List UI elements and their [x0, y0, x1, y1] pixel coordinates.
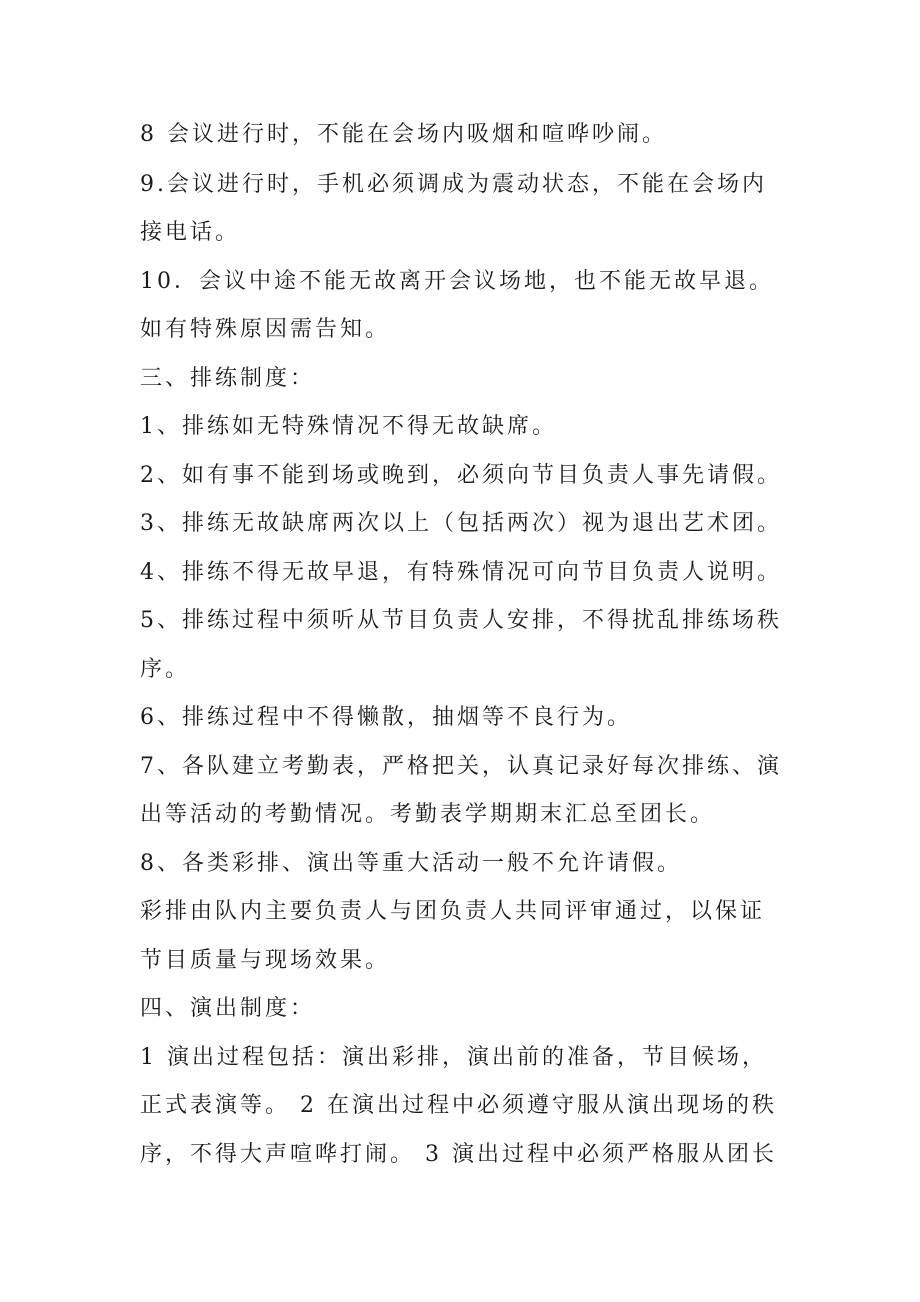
text-line: 4、排练不得无故早退，有特殊情况可向节目负责人说明。: [140, 560, 782, 585]
text-line: 8、各类彩排、演出等重大活动一般不允许请假。: [140, 851, 682, 876]
text-line: 序，不得大声喧哗打闹。 3 演出过程中必须严格服从团长: [140, 1142, 777, 1167]
section-heading: 四、演出制度：: [140, 996, 316, 1021]
text-line: 3、排练无故缺席两次以上（包括两次）视为退出艺术团。: [140, 511, 782, 536]
section-heading: 三、排练制度：: [140, 366, 316, 391]
text-line: 节目质量与现场效果。: [140, 948, 391, 973]
text-line: 8 会议进行时，不能在会场内吸烟和喧哗吵闹。: [140, 122, 667, 147]
text-line: 出等活动的考勤情况。考勤表学期期末汇总至团长。: [140, 802, 716, 827]
text-line: 1、排练如无特殊情况不得无故缺席。: [140, 414, 557, 439]
text-line: 接电话。: [140, 220, 241, 245]
text-line: 1 演出过程包括：演出彩排，演出前的准备，节目候场，: [140, 1045, 767, 1070]
text-line: 7、各队建立考勤表，严格把关，认真记录好每次排练、演: [140, 754, 782, 779]
text-line: 2、如有事不能到场或晚到，必须向节目负责人事先请假。: [140, 463, 782, 488]
text-line: 序。: [140, 657, 191, 682]
text-line: 10．会议中途不能无故离开会议场地，也不能无故早退。: [140, 269, 774, 294]
text-line: 彩排由队内主要负责人与团负责人共同评审通过，以保证: [140, 899, 766, 924]
text-line: 9.会议进行时，手机必须调成为震动状态，不能在会场内: [140, 172, 767, 197]
text-line: 6、排练过程中不得懒散，抽烟等不良行为。: [140, 705, 632, 730]
text-line: 如有特殊原因需告知。: [140, 317, 391, 342]
text-line: 5、排练过程中须听从节目负责人安排，不得扰乱排练场秩: [140, 608, 782, 633]
text-line: 正式表演等。 2 在演出过程中必须遵守服从演出现场的秩: [140, 1093, 777, 1118]
